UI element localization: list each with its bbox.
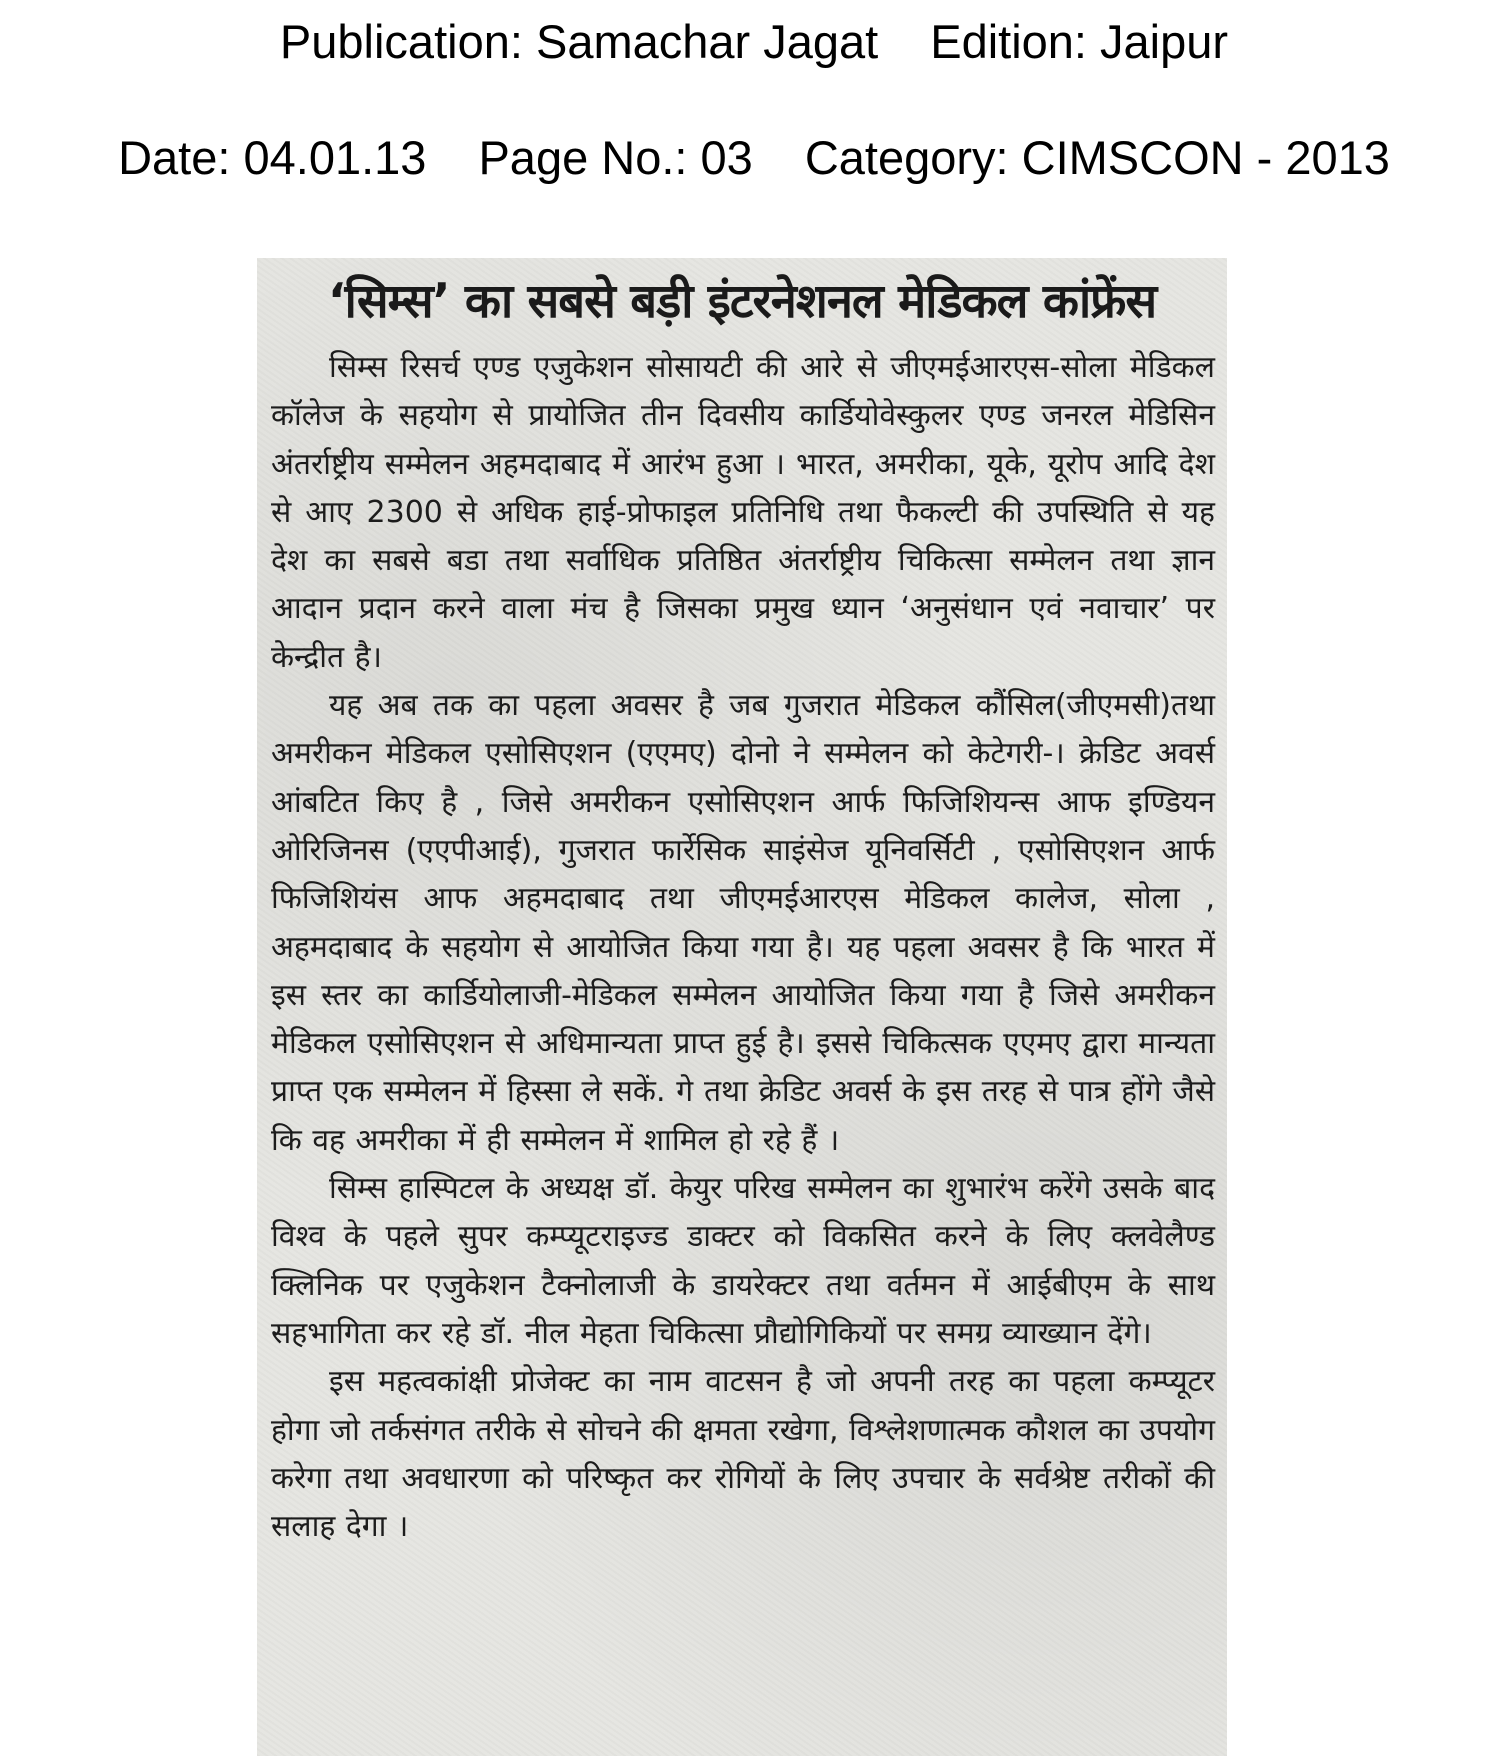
page-number-label: Page No.: 03 bbox=[478, 131, 753, 184]
article-headline: ‘सिम्स’ का सबसे बड़ी इंटरनेशनल मेडिकल कांफ्रेंस bbox=[327, 274, 1157, 329]
article-paragraph: सिम्स हास्पिटल के अध्यक्ष डॉ. केयुर परिख सम्मेलन का शुभारंभ करेंगे उसके बाद विश्व के पहले सुपर कम्प्यूटराइज्ड डाक्टर को विकसित करने के लिए क्लवेलैण्ड क्लिनिक पर एजुकेशन टैक्नोलाजी के डायरेक्टर तथा वर्तमन में आईबीएम के साथ सहभागिता कर रहे डॉ. नील मेहता चिकित्सा प्रौद्योगिकियों पर समग्र व्याख्यान देंगे। bbox=[271, 1171, 1215, 1351]
category-label: Category: CIMSCON - 2013 bbox=[804, 131, 1390, 184]
edition-label: Edition: Jaipur bbox=[930, 15, 1229, 68]
date-label: Date: 04.01.13 bbox=[118, 131, 427, 184]
newspaper-clipping bbox=[257, 258, 1227, 1756]
article-paragraph: सिम्स रिसर्च एण्ड एजुकेशन सोसायटी की आरे से जीएमईआरएस-सोला मेडिकल कॉलेज के सहयोग से प्रायोजित तीन दिवसीय कार्डियोवेस्कुलर एण्ड जनरल मेडिसिन अंतर्राष्ट्रीय सम्मेलन अहमदाबाद में आरंभ हुआ । भारत, अमरीका, यूके, यूरोप आदि देश से आए 2300 से अधिक हाई-प्रोफाइल प्रतिनिधि तथा फैकल्टी की उपस्थिति से यह देश का सबसे बडा तथा सर्वाधिक प्रतिष्ठित अंतर्राष्ट्रीय चिकित्सा सम्मेलन तथा ज्ञान आदान प्रदान करने वाला मंच है जिसका प्रमुख ध्यान ‘अनुसंधान एवं नवाचार’ पर केन्द्रीत है। bbox=[271, 350, 1215, 675]
publication-label: Publication: Samachar Jagat bbox=[279, 15, 879, 68]
article-paragraph: इस महत्वकांक्षी प्रोजेक्ट का नाम वाटसन है जो अपनी तरह का पहला कम्प्यूटर होगा जो तर्कसंगत तरीके से सोचने की क्षमता रखेगा, विश्लेशणात्मक कौशल का उपयोग करेगा तथा अवधारणा को परिष्कृत कर रोगियों के लिए उपचार के सर्वश्रेष्ट तरीकों की सलाह देगा । bbox=[271, 1364, 1215, 1545]
article-paragraph: यह अब तक का पहला अवसर है जब गुजरात मेडिकल कौंसिल(जीएमसी)तथा अमरीकन मेडिकल एसोसिएशन (एएमए) दोनो ने सम्मेलन को केटेगरी-। क्रेडिट अवर्स आंबटित किए है , जिसे अमरीकन एसोसिएशन आर्फ फिजिशियन्स आफ इण्डियन ओरिजिनस (एएपीआई), गुजरात फार्रेसिक साइंसेज यूनिवर्सिटी , एसोसिएशन आर्फ फिजिशियंस आफ अहमदाबाद तथा जीएमईआरएस मेडिकल कालेज, सोला , अहमदाबाद के सहयोग से आयोजित किया गया है। यह पहला अवसर है कि भारत में इस स्तर का कार्डियोलाजी-मेडिकल सम्मेलन आयोजित किया गया है जिसे अमरीकन मेडिकल एसोसिएशन से अधिमान्यता प्राप्त हुई है। इससे चिकित्सक एएमए द्वारा मान्यता प्राप्त एक सम्मेलन में हिस्सा ले सकें. गे तथा क्रेडिट अवर्स के इस तरह से पात्र होंगे जैसे कि वह अमरीका में ही सम्मेलन में शामिल हो रहे हैं । bbox=[271, 688, 1215, 1158]
publication-header bbox=[0, 14, 1508, 70]
metadata-header bbox=[0, 130, 1508, 186]
article-body bbox=[271, 344, 1215, 1551]
